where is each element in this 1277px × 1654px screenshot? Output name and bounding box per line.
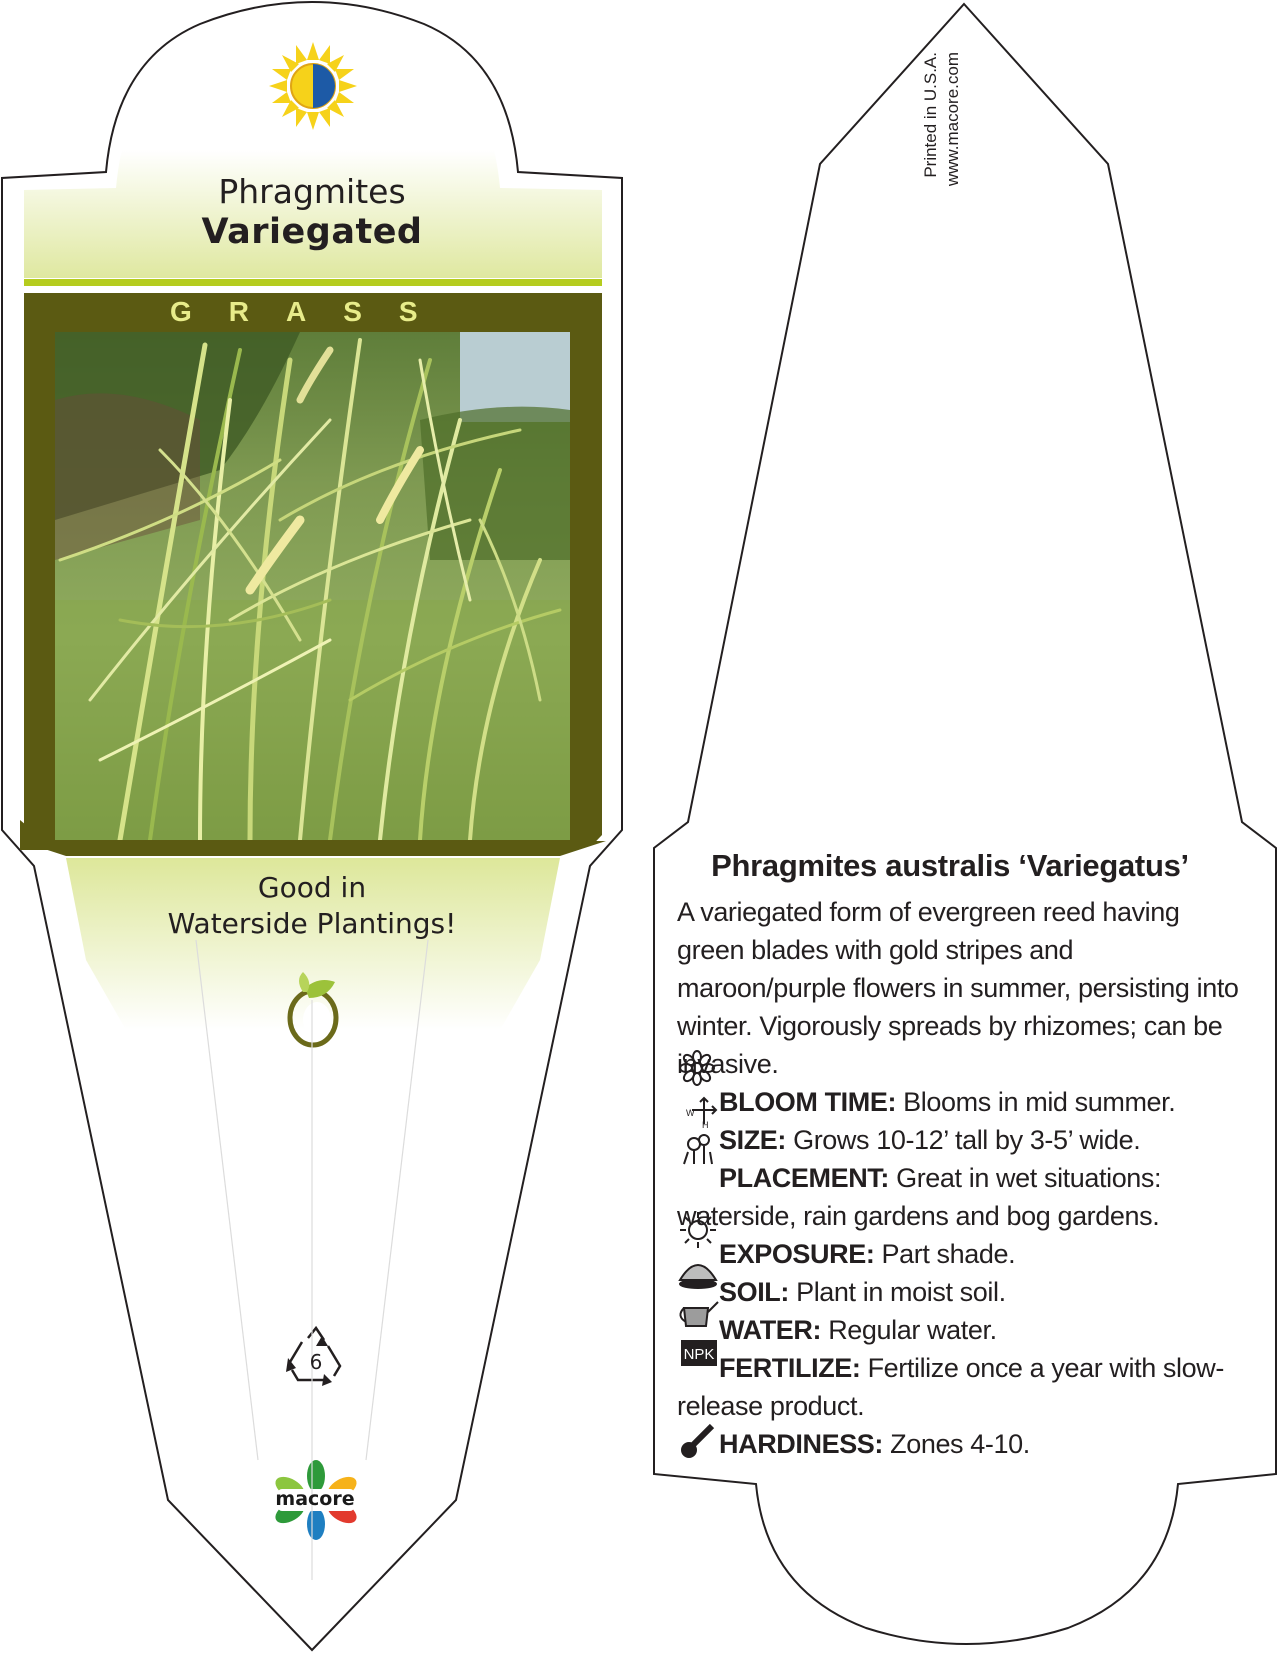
common-name-line1: Phragmites — [218, 172, 406, 211]
npk-icon-label: NPK — [683, 1346, 715, 1363]
attribute-text: Fertilize once a year with slow-release product. — [677, 1353, 1224, 1421]
botanical-name: Phragmites australis ‘Variegatus’ — [711, 848, 1189, 883]
attribute-label: HARDINESS: — [719, 1429, 884, 1459]
attribute-soil — [677, 1273, 1247, 1311]
attribute-text: Zones 4-10. — [883, 1429, 1030, 1459]
size-icon-h: H — [702, 1120, 709, 1130]
description: A variegated form of evergreen reed having green blades with gold stripes and maroon/purple flowers in summer, persisting into winter. Vigorously spreads by rhizomes; can be invasive. — [677, 897, 1239, 1079]
attribute-text: Great in wet situations: waterside, rain gardens and bog gardens. — [677, 1163, 1162, 1231]
website: www.macore.com — [943, 52, 962, 187]
attribute-label: EXPOSURE: — [719, 1239, 875, 1269]
category-label: GRASS — [170, 296, 455, 327]
attribute-sun — [677, 1235, 1247, 1273]
attribute-text: Grows 10-12’ tall by 3-5’ wide. — [786, 1125, 1141, 1155]
size-icon-slot — [677, 1124, 713, 1154]
tagline — [60, 870, 564, 942]
npk-icon-slot — [677, 1352, 713, 1382]
flower-icon-slot — [677, 1086, 713, 1116]
attribute-watering-can — [677, 1311, 1247, 1349]
attribute-label: BLOOM TIME: — [719, 1087, 897, 1117]
attribute-size — [677, 1121, 1247, 1159]
attribute-placement — [677, 1159, 1247, 1235]
attribute-label: SIZE: — [719, 1125, 787, 1155]
common-name-line2: Variegated — [201, 212, 423, 252]
thermometer-icon-slot — [677, 1428, 713, 1458]
size-icon-w: W — [686, 1108, 695, 1118]
brand-name: macore — [275, 1488, 355, 1510]
print-info — [921, 52, 962, 272]
attribute-npk — [677, 1349, 1247, 1425]
attribute-text: Plant in moist soil. — [789, 1277, 1006, 1307]
sun-part-shade-icon — [269, 42, 357, 130]
attribute-thermometer — [677, 1425, 1247, 1463]
attribute-label: WATER: — [719, 1315, 822, 1345]
attribute-label: PLACEMENT: — [719, 1163, 889, 1193]
tagline-line1: Good in — [257, 871, 367, 904]
attribute-text: Regular water. — [821, 1315, 997, 1345]
attribute-label: SOIL: — [719, 1277, 789, 1307]
tagline-line2: Waterside Plantings! — [167, 907, 457, 940]
sun-icon-slot — [677, 1238, 713, 1268]
printed-in: Printed in U.S.A. — [921, 52, 940, 178]
care-info — [677, 893, 1247, 1463]
recycle-number: 6 — [309, 1350, 323, 1374]
grass-photo — [55, 332, 570, 840]
soil-icon-slot — [677, 1276, 713, 1306]
attribute-label: FERTILIZE: — [719, 1353, 861, 1383]
lime-stripe-top — [20, 279, 606, 286]
olive-frame-bottom — [20, 841, 606, 856]
attribute-flower — [677, 1083, 1247, 1121]
placement-icon-slot — [677, 1162, 713, 1192]
watering-can-icon-slot — [677, 1314, 713, 1344]
attribute-text: Part shade. — [874, 1239, 1016, 1269]
attribute-text: Blooms in mid summer. — [896, 1087, 1176, 1117]
